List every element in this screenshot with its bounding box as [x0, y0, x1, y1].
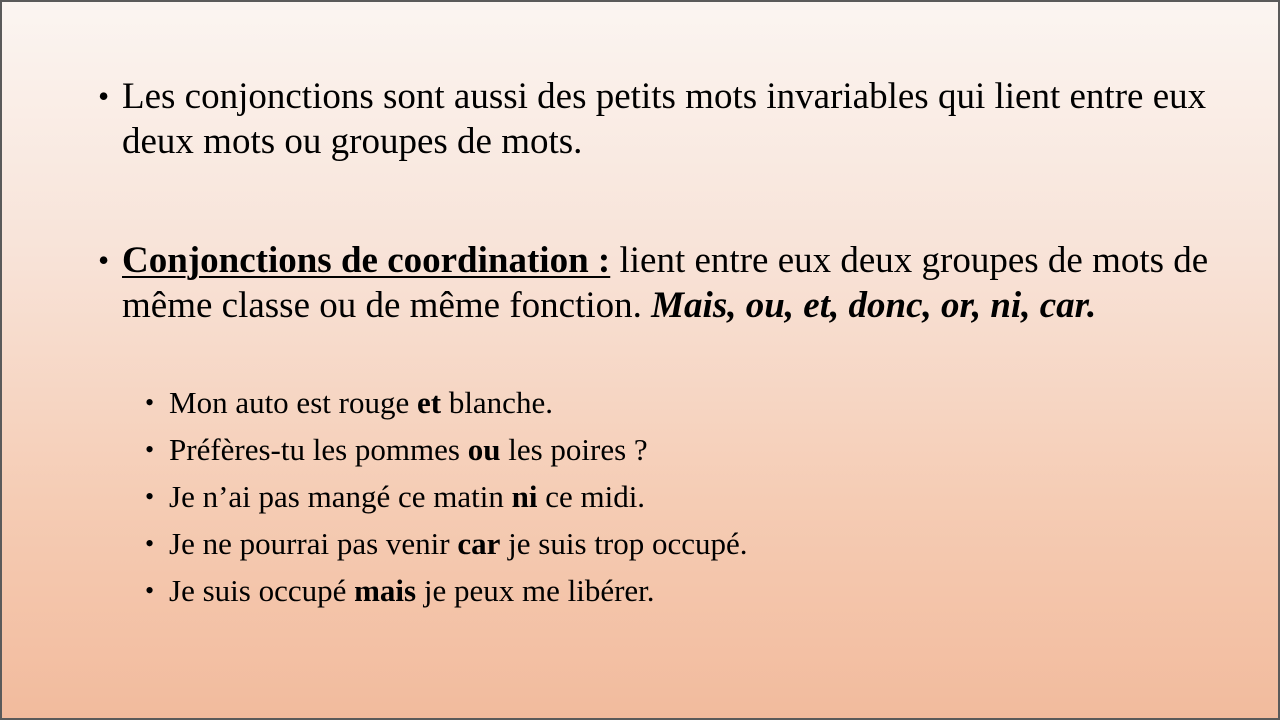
- bullet-row: [98, 238, 1228, 328]
- bullet-icon: •: [98, 242, 110, 278]
- list-item: [145, 570, 1145, 617]
- example-after: les poires ?: [500, 432, 648, 467]
- example-list: [145, 382, 1145, 617]
- slide: [2, 2, 1278, 718]
- example-after: ce midi.: [537, 479, 646, 514]
- example-keyword: et: [416, 385, 442, 420]
- list-item: [145, 476, 1145, 523]
- list-item: [145, 429, 1145, 476]
- bullet-row: [98, 74, 1228, 164]
- bullet-icon: •: [145, 435, 155, 464]
- example-before: Mon auto est rouge: [169, 385, 417, 420]
- example-sentence: [169, 570, 655, 617]
- example-before: Je n’ai pas mangé ce matin: [169, 479, 512, 514]
- example-after: je peux me libérer.: [416, 573, 655, 608]
- intro-text: Les conjonctions sont aussi des petits mots invariables qui lient entre eux deux mots ou groupes de mots.: [122, 76, 1207, 162]
- example-before: Je ne pourrai pas venir: [169, 526, 458, 561]
- example-sentence: [169, 382, 553, 429]
- example-keyword: ni: [511, 479, 538, 514]
- bullet-icon: •: [145, 388, 155, 417]
- list-item: [145, 523, 1145, 570]
- example-keyword: mais: [354, 573, 417, 608]
- coordination-definition: lient entre eux deux groupes de mots de même classe ou de même fonction.: [122, 240, 1209, 326]
- bullet-icon: •: [145, 482, 155, 511]
- example-after: je suis trop occupé.: [500, 526, 748, 561]
- bullet-icon: •: [98, 78, 110, 114]
- coordination-heading: Conjonctions de coordination :: [122, 240, 611, 281]
- example-sentence: [169, 523, 747, 570]
- bullet-icon: •: [145, 576, 155, 605]
- example-sentence: [169, 429, 648, 476]
- example-keyword: car: [457, 526, 501, 561]
- conjunction-list: Mais, ou, et, donc, or, ni, car.: [651, 285, 1097, 326]
- example-keyword: ou: [467, 432, 501, 467]
- example-after: blanche.: [441, 385, 553, 420]
- example-sentence: [169, 476, 645, 523]
- example-before: Je suis occupé: [169, 573, 355, 608]
- example-before: Préfères-tu les pommes: [169, 432, 468, 467]
- bullet-icon: •: [145, 529, 155, 558]
- coordination-paragraph: [98, 238, 1228, 328]
- intro-paragraph: [98, 74, 1228, 164]
- coordination-text: [122, 238, 1228, 328]
- list-item: [145, 382, 1145, 429]
